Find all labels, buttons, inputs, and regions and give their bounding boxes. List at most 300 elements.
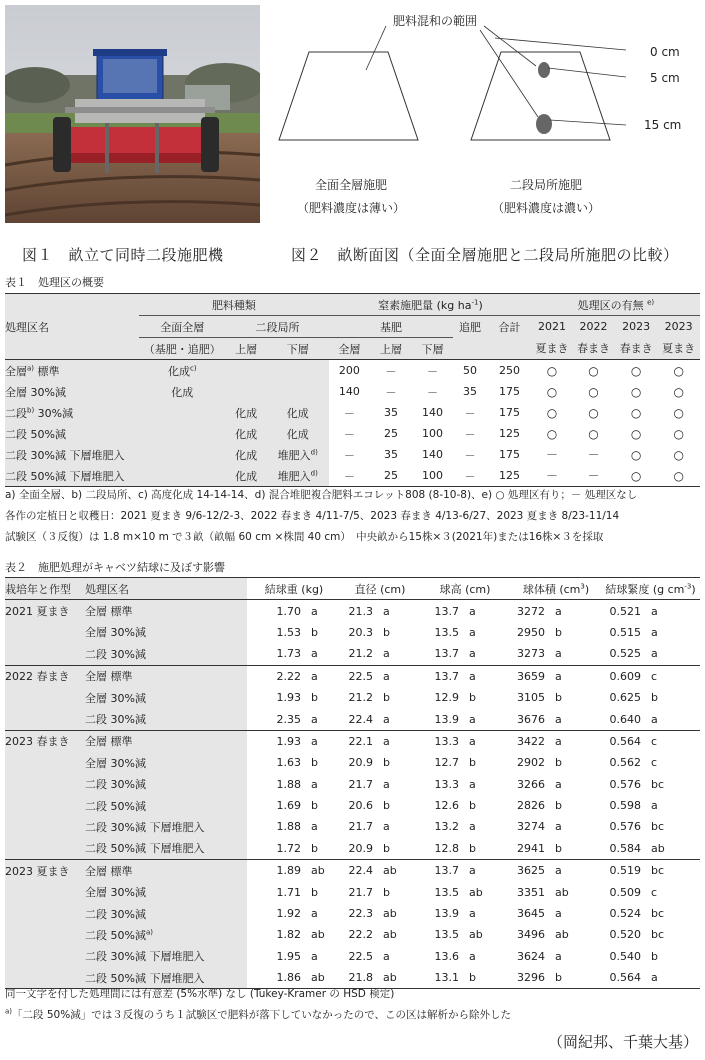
t2-letter-v: a xyxy=(555,669,562,683)
t1-plot-mark: ○ xyxy=(673,426,684,441)
t2-val-h: 13.5 xyxy=(434,625,459,639)
t2-val-v: 3272 xyxy=(517,604,545,618)
t2-treat-text: 全層 30%減 xyxy=(85,691,146,705)
t2-val-v: 3422 xyxy=(517,734,545,748)
t2-treat xyxy=(85,687,247,708)
fig2-diagram xyxy=(270,0,700,230)
t2-val-h: 13.5 xyxy=(434,885,459,899)
t1-td: － xyxy=(464,427,476,441)
t1-plot-mark: ○ xyxy=(588,363,599,378)
table1-row xyxy=(5,444,700,465)
t2-letter-w: a xyxy=(311,777,318,791)
t2-crop xyxy=(5,643,85,665)
t2-val-d: 21.2 xyxy=(348,691,373,705)
table1-row xyxy=(5,423,700,444)
t2-letter-h: a xyxy=(469,625,476,639)
t2-val-d: 21.7 xyxy=(348,885,373,899)
t2-note-1: 同一文字を付した処理間には有意差 (5%水準) なし (Tukey-Kramer の HSD 検定) xyxy=(5,988,395,1000)
t2-h-weight: 結球重 (kg) xyxy=(264,582,324,596)
t1-b3: － xyxy=(426,364,438,378)
t2-treat-text: 全層 30%減 xyxy=(85,626,146,640)
t2-letter-v: a xyxy=(555,604,562,618)
t1-h-b-zensou: 全層 xyxy=(329,338,370,360)
upper-fertilizer-spot xyxy=(538,62,550,78)
t2-val-f: 0.515 xyxy=(609,625,641,639)
t1-upper: 化成 xyxy=(226,444,267,465)
t2-letter-f: a xyxy=(651,625,658,639)
t2-letter-v: b xyxy=(555,841,562,855)
t2-treat-text: 全層 30%減 xyxy=(85,756,146,770)
t2-val-f: 0.540 xyxy=(609,949,641,963)
t1-note-2: 試験区（３反復）は 1.8 m×10 m で３畝（畝幅 60 cm ×株間 40 cm） 中央畝から15株×３(2021年)または16株×３を採取 xyxy=(5,531,604,543)
t2-val-f: 0.625 xyxy=(609,691,641,705)
t2-letter-w: a xyxy=(311,820,318,834)
t1-year-0: 2021 xyxy=(532,316,573,338)
t2-crop xyxy=(5,687,85,708)
fig2-depth-5: 5 cm xyxy=(650,71,680,85)
t1-name2: 標準 xyxy=(34,364,60,378)
t2-val-d: 20.3 xyxy=(348,625,373,639)
t1-plot-mark: ○ xyxy=(630,363,642,378)
t2-letter-f: b xyxy=(651,949,658,963)
table2-row xyxy=(5,752,700,773)
t1-b2: 25 xyxy=(383,427,398,440)
t1-zen xyxy=(139,402,226,423)
t1-h-nidan: 二段局所 xyxy=(226,316,329,338)
t1-h-topdress: 追肥 xyxy=(453,316,487,338)
t2-val-h: 13.7 xyxy=(434,669,459,683)
t2-letter-f: bc xyxy=(651,864,665,878)
t2-crop xyxy=(5,903,85,924)
t2-letter-v: b xyxy=(555,971,562,985)
t2-letter-d: a xyxy=(383,604,390,618)
t2-val-d: 22.1 xyxy=(348,734,373,748)
t1-plot-mark: ○ xyxy=(630,384,642,399)
table1 xyxy=(5,293,700,487)
t2-letter-h: ab xyxy=(469,928,483,942)
t1-row-name xyxy=(5,360,139,382)
t2-val-h: 13.9 xyxy=(434,907,459,921)
t2-letter-v: a xyxy=(555,712,562,726)
t1-b3: － xyxy=(426,385,438,399)
t1-h-treatment: 処理区名 xyxy=(5,316,139,338)
t1-note-1: 各作の定植日と収穫日：2021 夏まき 9/6-12/2-3、2022 春まき 4/11-7/5、2023 春まき 4/13-6/27、2023 夏まき 8/23-11/14 xyxy=(5,510,620,522)
t2-val-w: 2.35 xyxy=(276,712,301,726)
t2-val-w: 1.86 xyxy=(276,971,301,985)
t1-row-name xyxy=(5,381,139,402)
tractor-photo xyxy=(5,5,260,223)
t2-letter-w: a xyxy=(311,734,318,748)
t2-treat-text: 二段 50%減 下層堆肥入 xyxy=(85,842,205,856)
t2-h-height: 球高 (cm) xyxy=(439,582,491,596)
t2-letter-v: a xyxy=(555,647,562,661)
t2-treat xyxy=(85,795,247,816)
t2-letter-d: a xyxy=(383,734,390,748)
t2-letter-h: a xyxy=(469,777,476,791)
t2-val-w: 1.63 xyxy=(276,756,301,770)
t1-td: 35 xyxy=(462,385,477,398)
table2-title: 表２ 施肥処理がキャベツ結球に及ぼす影響 xyxy=(5,561,225,574)
t2-treat-text: 二段 30%減 xyxy=(85,647,146,661)
t2-val-d: 22.3 xyxy=(348,907,373,921)
t2-letter-v: a xyxy=(555,820,562,834)
fig1-caption: 図１ 畝立て同時二段施肥機 xyxy=(22,246,224,264)
t2-treat-text: 全層 30%減 xyxy=(85,886,146,900)
t2-letter-w: b xyxy=(311,799,318,813)
fig2-depth-0: 0 cm xyxy=(650,45,680,59)
t2-val-v: 3274 xyxy=(517,820,545,834)
t2-val-f: 0.525 xyxy=(609,647,641,661)
t1-td: － xyxy=(464,469,476,483)
t1-lower-text: 堆肥入 xyxy=(277,448,311,462)
t2-val-d: 20.6 xyxy=(348,799,373,813)
t1-h-b-lower: 下層 xyxy=(412,338,453,360)
t1-name2: 30%減 xyxy=(34,406,74,420)
t2-val-v: 3496 xyxy=(517,928,545,942)
t2-val-w: 1.95 xyxy=(276,949,301,963)
table1-row xyxy=(5,381,700,402)
t1-td: － xyxy=(464,448,476,462)
t2-val-d: 21.8 xyxy=(348,971,373,985)
t1-year-2: 2023 xyxy=(615,316,658,338)
t2-crop xyxy=(5,946,85,967)
t2-crop xyxy=(5,708,85,730)
t1-b3: 140 xyxy=(421,448,443,461)
t1-row-name xyxy=(5,423,139,444)
t2-letter-d: b xyxy=(383,691,390,705)
t2-letter-f: c xyxy=(651,756,658,770)
t2-crop xyxy=(5,795,85,816)
t2-treat-text: 二段 30%減 下層堆肥入 xyxy=(85,820,205,834)
t2-letter-v: ab xyxy=(555,885,569,899)
t1-row-name xyxy=(5,402,139,423)
t2-letter-f: c xyxy=(651,885,658,899)
t2-letter-d: a xyxy=(383,647,390,661)
t1-upper: 化成 xyxy=(226,465,267,487)
t2-val-d: 21.7 xyxy=(348,777,373,791)
t1-lower xyxy=(266,360,329,382)
t2-val-f: 0.640 xyxy=(609,712,641,726)
t1-b2: － xyxy=(385,385,397,399)
t2-val-v: 2826 xyxy=(517,799,545,813)
table1-row xyxy=(5,402,700,423)
t1-lower-text: 化成 xyxy=(286,427,309,441)
t1-lower xyxy=(266,465,329,487)
t2-letter-d: b xyxy=(383,625,390,639)
t2-val-h: 13.7 xyxy=(434,647,459,661)
t2-crop xyxy=(5,816,85,837)
t2-letter-h: b xyxy=(469,756,476,770)
t2-val-h: 13.3 xyxy=(434,734,459,748)
t2-val-f: 0.564 xyxy=(609,734,641,748)
t2-letter-d: a xyxy=(383,712,390,726)
t2-letter-h: b xyxy=(469,841,476,855)
t2-letter-w: b xyxy=(311,625,318,639)
table2-row xyxy=(5,643,700,665)
t2-val-d: 22.5 xyxy=(348,949,373,963)
t2-letter-h: a xyxy=(469,907,476,921)
t1-season-2: 春まき xyxy=(615,338,658,360)
t2-val-f: 0.584 xyxy=(609,841,641,855)
table2-row xyxy=(5,946,700,967)
t2-letter-h: a xyxy=(469,820,476,834)
t1-plot-mark: － xyxy=(587,448,600,462)
table2-row xyxy=(5,730,700,752)
t1-b1: － xyxy=(343,469,355,483)
t1-h-upper: 上層 xyxy=(226,338,267,360)
t2-crop: 2022 春まき xyxy=(5,665,85,687)
t2-letter-f: a xyxy=(651,799,658,813)
t1-zen xyxy=(139,360,226,382)
t2-letter-d: ab xyxy=(383,907,397,921)
t1-plot-mark: ○ xyxy=(673,363,684,378)
t2-letter-d: b xyxy=(383,841,390,855)
t1-zen xyxy=(139,465,226,487)
t2-letter-f: bc xyxy=(651,928,665,942)
t2-letter-v: b xyxy=(555,625,562,639)
t2-letter-w: ab xyxy=(311,864,325,878)
t2-letter-h: a xyxy=(469,604,476,618)
table2-row xyxy=(5,903,700,924)
t2-val-d: 22.4 xyxy=(348,864,373,878)
t2-val-v: 2902 xyxy=(517,756,545,770)
t2-crop xyxy=(5,622,85,643)
t1-b2: － xyxy=(385,364,397,378)
t1-b1: 140 xyxy=(338,385,360,398)
t1-lower-text: 化成 xyxy=(286,406,309,420)
t2-val-h: 13.5 xyxy=(434,928,459,942)
t2-letter-d: b xyxy=(383,885,390,899)
t2-letter-w: a xyxy=(311,712,318,726)
t2-treat xyxy=(85,752,247,773)
t2-letter-w: b xyxy=(311,885,318,899)
t2-val-v: 3625 xyxy=(517,864,545,878)
t2-treat xyxy=(85,730,247,752)
t2-letter-w: a xyxy=(311,907,318,921)
fig2-depth-15: 15 cm xyxy=(644,118,682,132)
t2-letter-w: b xyxy=(311,841,318,855)
t2-letter-w: b xyxy=(311,691,318,705)
t2-val-v: 3296 xyxy=(517,971,545,985)
t2-letter-f: bc xyxy=(651,820,665,834)
t1-lower xyxy=(266,381,329,402)
t1-lower xyxy=(266,423,329,444)
t1-b3: 100 xyxy=(421,469,443,482)
t1-plot-mark: ○ xyxy=(588,426,599,441)
t1-td: 50 xyxy=(462,364,477,377)
t2-letter-d: a xyxy=(383,949,390,963)
t2-val-v: 3624 xyxy=(517,949,545,963)
t1-lower-sup: d) xyxy=(310,468,318,477)
table1-title: 表１ 処理区の概要 xyxy=(5,276,104,289)
t1-year-3: 2023 xyxy=(657,316,700,338)
t2-treat xyxy=(85,860,247,882)
t2-val-w: 1.73 xyxy=(276,647,301,661)
t1-plot-mark: ○ xyxy=(588,405,599,420)
t1-h-b-upper: 上層 xyxy=(370,338,413,360)
table2-row xyxy=(5,665,700,687)
t1-h-total: 合計 xyxy=(487,316,532,338)
t2-crop: 2023 春まき xyxy=(5,730,85,752)
t2-treat-text: 二段 30%減 xyxy=(85,778,146,792)
t2-treat-text: 全層 標準 xyxy=(85,670,133,684)
t1-plot-mark: ○ xyxy=(630,405,642,420)
t2-val-f: 0.564 xyxy=(609,971,641,985)
t2-val-v: 2950 xyxy=(517,625,545,639)
t1-plot-mark: ○ xyxy=(673,384,684,399)
t1-h-basal: 基肥 xyxy=(329,316,453,338)
t2-letter-w: a xyxy=(311,949,318,963)
t2-val-f: 0.524 xyxy=(609,907,641,921)
t2-val-w: 1.71 xyxy=(276,885,301,899)
fig2-range-label: 肥料混和の範囲 xyxy=(393,14,478,28)
t2-letter-d: ab xyxy=(383,971,397,985)
t2-val-d: 21.3 xyxy=(348,604,373,618)
t2-letter-d: a xyxy=(383,777,390,791)
t2-val-w: 1.93 xyxy=(276,691,301,705)
fig2-right-title: 二段局所施肥 xyxy=(510,178,583,192)
t2-h-firm: 結球緊度 (g $cm^{-3}$) xyxy=(605,582,696,596)
t2-treat-text: 全層 標準 xyxy=(85,864,133,878)
t1-upper xyxy=(226,360,267,382)
t1-plot-mark: ○ xyxy=(673,405,684,420)
t2-val-w: 1.82 xyxy=(276,928,301,942)
t2-treat xyxy=(85,903,247,924)
t1-tot: 175 xyxy=(498,406,520,419)
t2-treat-text: 二段 50%減 xyxy=(85,799,146,813)
t1-h-plots: 処理区の有無 $^{e)}$ xyxy=(532,294,700,316)
t1-b1: － xyxy=(343,448,355,462)
t2-treat xyxy=(85,946,247,967)
t2-h-treat: 処理区名 xyxy=(85,578,247,600)
t2-treat xyxy=(85,708,247,730)
t1-zen-sup: c) xyxy=(189,363,197,372)
ridge-full-layer xyxy=(279,52,418,140)
t2-val-v: 3266 xyxy=(517,777,545,791)
t2-val-f: 0.562 xyxy=(609,756,641,770)
t1-tot: 125 xyxy=(498,469,520,482)
t1-zen-text: 化成 xyxy=(167,364,190,378)
t2-val-h: 12.9 xyxy=(434,691,459,705)
t1-year-1: 2022 xyxy=(572,316,615,338)
t1-tot: 175 xyxy=(498,385,520,398)
t2-val-w: 1.88 xyxy=(276,777,301,791)
t2-crop xyxy=(5,752,85,773)
t2-letter-f: c xyxy=(651,734,658,748)
t1-name: 全層 30%減 xyxy=(5,385,66,399)
t2-val-d: 21.7 xyxy=(348,820,373,834)
t1-season-0: 夏まき xyxy=(532,338,573,360)
t2-val-h: 13.9 xyxy=(434,712,459,726)
table2-row xyxy=(5,687,700,708)
t2-letter-d: a xyxy=(383,669,390,683)
t2-val-v: 3659 xyxy=(517,669,545,683)
t2-letter-v: a xyxy=(555,949,562,963)
t2-treat xyxy=(85,838,247,860)
t2-treat-text: 二段 30%減 下層堆肥入 xyxy=(85,950,205,964)
t2-letter-v: a xyxy=(555,734,562,748)
t2-treat-text: 二段 30%減 xyxy=(85,907,146,921)
t2-val-w: 1.70 xyxy=(276,604,301,618)
t2-val-h: 13.1 xyxy=(434,971,459,985)
t2-letter-h: b xyxy=(469,691,476,705)
t2-letter-h: a xyxy=(469,669,476,683)
t1-plot-mark: ○ xyxy=(546,426,558,441)
t2-treat xyxy=(85,600,247,622)
t2-val-h: 12.7 xyxy=(434,756,459,770)
t1-name: 二段 50%減 下層堆肥入 xyxy=(5,469,125,483)
t1-note-0: a) 全面全層、b) 二段局所、c) 高度化成 14-14-14、d) 混合堆肥複合肥料エコレット808 (8-10-8)、e) ○ 処理区有り；－ 処理区なし xyxy=(5,489,638,501)
t1-name: 二段 50%減 xyxy=(5,427,66,441)
t2-treat xyxy=(85,881,247,902)
t2-val-v: 3676 xyxy=(517,712,545,726)
t2-letter-h: a xyxy=(469,647,476,661)
table2 xyxy=(5,577,700,989)
t2-val-h: 12.6 xyxy=(434,799,459,813)
t2-val-h: 13.6 xyxy=(434,949,459,963)
t2-val-w: 1.69 xyxy=(276,799,301,813)
t2-letter-w: ab xyxy=(311,971,325,985)
t1-h-fert-type: 肥料種類 xyxy=(139,294,329,316)
t1-b2: 35 xyxy=(383,406,398,419)
t2-val-f: 0.609 xyxy=(609,669,641,683)
t1-lower xyxy=(266,444,329,465)
t1-name: 二段 30%減 下層堆肥入 xyxy=(5,448,125,462)
table2-row xyxy=(5,622,700,643)
t2-val-d: 22.4 xyxy=(348,712,373,726)
t2-treat-text: 二段 50%減 下層堆肥入 xyxy=(85,971,205,985)
t1-tot: 175 xyxy=(498,448,520,461)
t1-lower xyxy=(266,402,329,423)
t1-zen xyxy=(139,423,226,444)
t2-letter-h: a xyxy=(469,864,476,878)
t1-plot-mark: ○ xyxy=(673,468,684,483)
t2-treat xyxy=(85,665,247,687)
t2-val-f: 0.576 xyxy=(609,777,641,791)
t2-crop xyxy=(5,881,85,902)
t2-letter-h: b xyxy=(469,799,476,813)
t1-zen xyxy=(139,444,226,465)
t2-treat xyxy=(85,816,247,837)
t1-b1: － xyxy=(343,427,355,441)
t2-val-w: 1.93 xyxy=(276,734,301,748)
t2-val-v: 2941 xyxy=(517,841,545,855)
t1-tot: 125 xyxy=(498,427,520,440)
fig2-left-sub: （肥料濃度は薄い） xyxy=(297,201,406,215)
t1-h-zenmen-sub: （基肥・追肥） xyxy=(139,338,226,360)
t2-treat xyxy=(85,924,247,945)
lower-fertilizer-spot xyxy=(536,114,552,134)
t2-treat-text: 二段 30%減 xyxy=(85,713,146,727)
table2-row xyxy=(5,795,700,816)
t2-h-diam: 直径 (cm) xyxy=(354,582,406,596)
t1-plot-mark: ○ xyxy=(630,468,642,483)
t2-val-d: 22.2 xyxy=(348,928,373,942)
table2-row xyxy=(5,838,700,860)
t1-plot-mark: ○ xyxy=(546,405,558,420)
t2-crop xyxy=(5,838,85,860)
t2-letter-f: b xyxy=(651,691,658,705)
t2-letter-v: a xyxy=(555,864,562,878)
t2-val-v: 3273 xyxy=(517,647,545,661)
t2-val-w: 2.22 xyxy=(276,669,301,683)
t2-val-d: 22.5 xyxy=(348,669,373,683)
t2-val-f: 0.519 xyxy=(609,864,641,878)
t1-name-sup: a) xyxy=(27,363,35,372)
t2-treat-text: 全層 標準 xyxy=(85,605,133,619)
t1-b3: 140 xyxy=(421,406,443,419)
t1-b2: 25 xyxy=(383,469,398,482)
